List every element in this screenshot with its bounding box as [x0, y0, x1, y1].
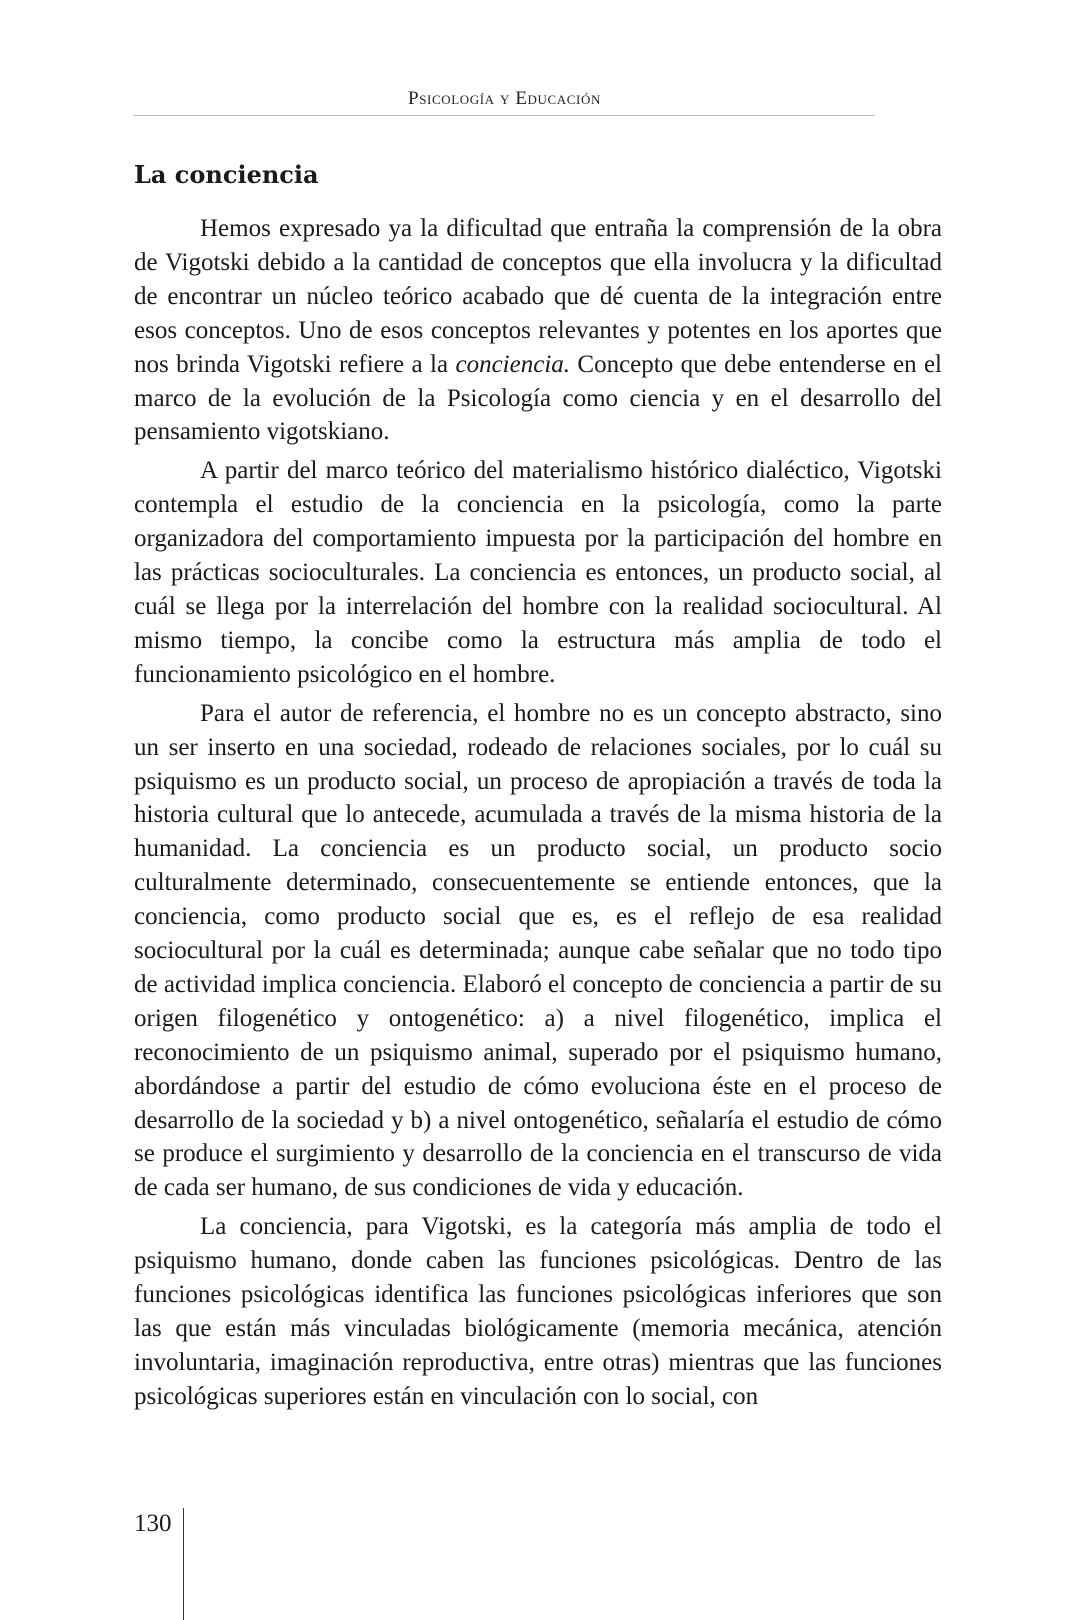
paragraph-1-text: Hemos expresado ya la dificultad que entraña la comprensión de la obra de Vigotski debido a la cantidad de conceptos que ella involucra y la dificultad de encontrar un núcleo teórico acabado que dé cuenta de la integración entre esos conceptos. Uno de esos conceptos relevantes y potentes en los aportes que nos brinda Vigotski refiere a la: [134, 215, 942, 378]
header-rule: [134, 115, 875, 116]
paragraph-4: La conciencia, para Vigotski, es la categoría más amplia de todo el psiquismo humano, donde caben las funciones psicológicas. Dentro de las funciones psicológicas identifica las funciones psicológicas inferiores que son las que están más vinculadas biológicamente (memoria mecánica, atención involuntaria, imaginación reproductiva, entre otras) mientras que las funciones psicológicas superiores están en vinculación con lo social, con: [134, 1213, 942, 1410]
running-header: Psicología y Educación: [408, 88, 601, 109]
page-number: 130: [134, 1510, 172, 1537]
emphasis-conciencia: conciencia.: [455, 350, 571, 378]
paragraph-1-continuation: Concepto que debe entenderse en el marco de la evolución de la Psicología como ciencia y en el desarrollo del pensamiento vigotskiano.: [134, 350, 942, 446]
paragraph-2: A partir del marco teórico del materialismo histórico dialéctico, Vigotski contempla el estudio de la conciencia en la psicología, como la parte organizadora del comportamiento impuesta por la participación del hombre en las prácticas socioculturales. La conciencia es entonces, un producto social, al cuál se llega por la interrelación del hombre con la realidad sociocultural. Al mismo tiempo, la concibe como la estructura más amplia de todo el funcionamiento psicológico en el hombre.: [134, 457, 942, 688]
footer-rule: [183, 1508, 184, 1620]
body-text: [134, 212, 942, 1419]
paragraph-1: [134, 212, 942, 449]
section-title: La conciencia: [134, 160, 319, 189]
paragraph-3: Para el autor de referencia, el hombre no es un concepto abstracto, sino un ser inserto en una sociedad, rodeado de relaciones sociales, por lo cuál su psiquismo es un producto social, un proceso de apropiación a través de toda la historia cultural que lo antecede, acumulada a través de la misma historia de la humanidad. La conciencia es un producto social, un producto socio culturalmente determinado, consecuentemente se entiende entonces, que la conciencia, como producto social que es, es el reflejo de esa realidad sociocultural por la cuál es determinada; aunque cabe señalar que no todo tipo de actividad implica conciencia. Elaboró el concepto de conciencia a partir de su origen filogenético y ontogenético: a) a nivel filogenético, implica el reconocimiento de un psiquismo animal, superado por el psiquismo humano, abordándose a partir del estudio de cómo evoluciona éste en el proceso de desarrollo de la sociedad y b) a nivel ontogenético, señalaría el estudio de cómo se produce el surgimiento y desarrollo de la conciencia en el transcurso de vida de cada ser humano, de sus condiciones de vida y educación.: [134, 699, 942, 1202]
